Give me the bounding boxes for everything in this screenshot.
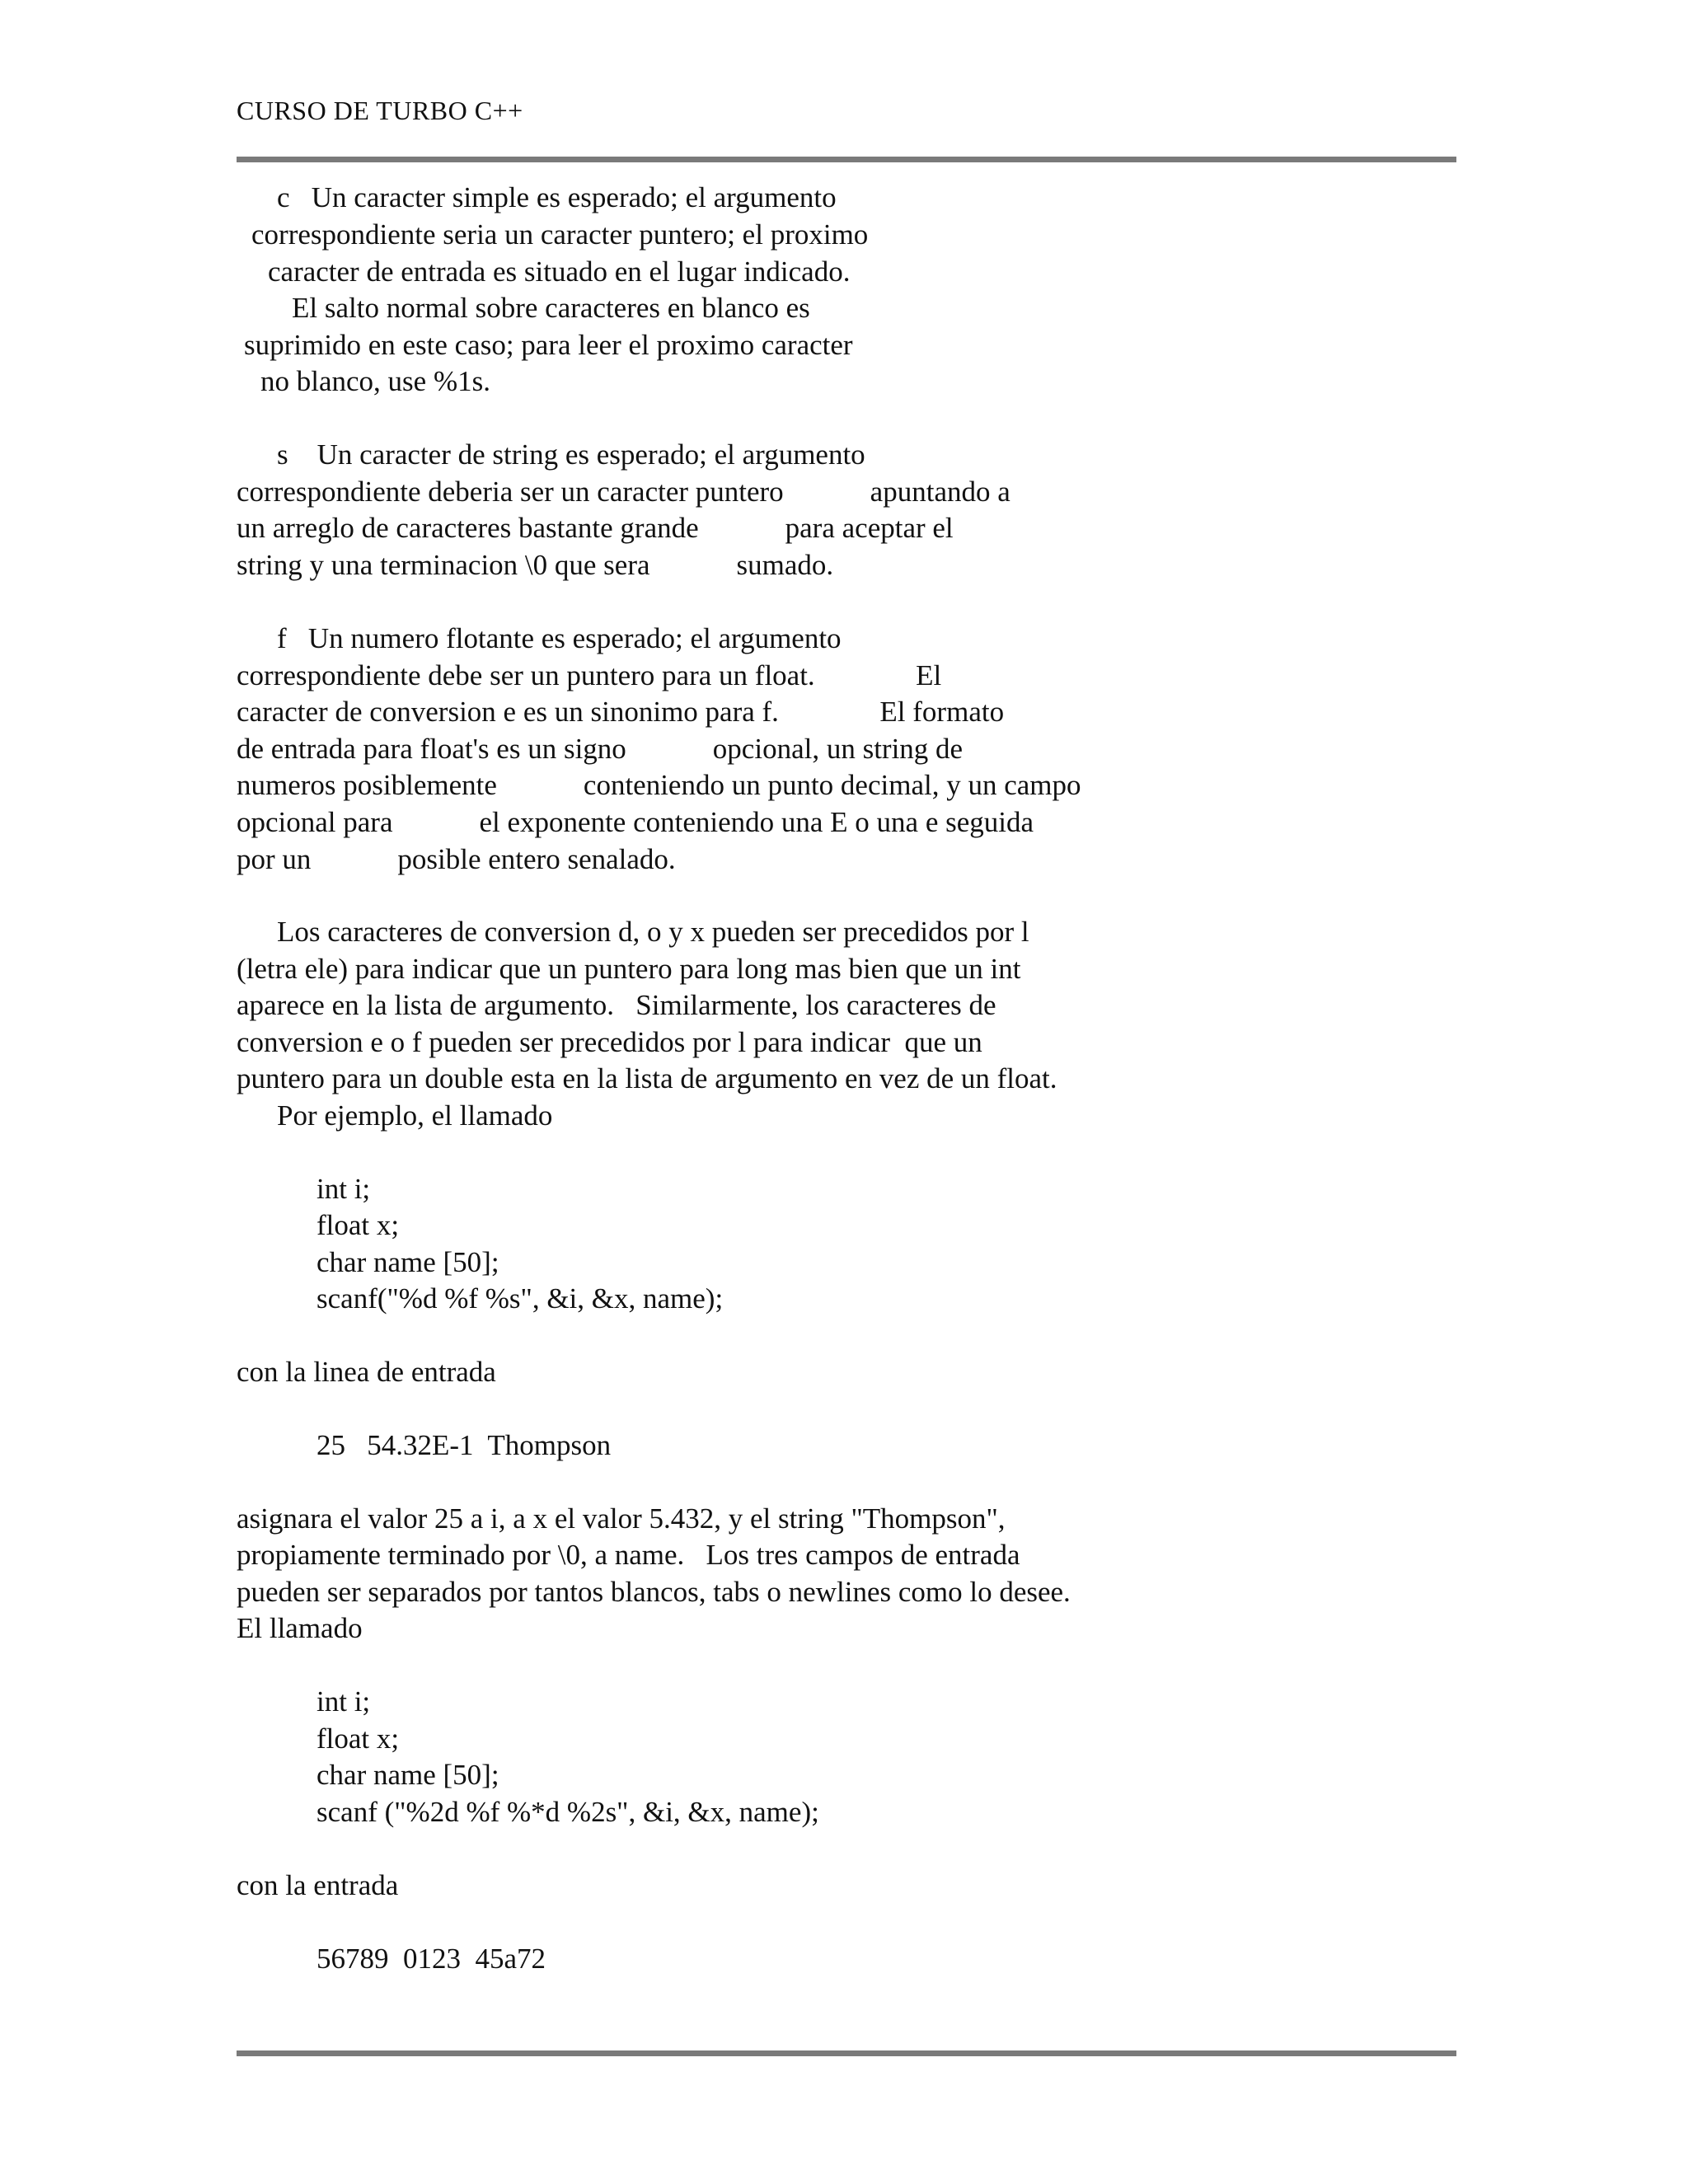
text-line: correspondiente seria un caracter puntero; el proximo xyxy=(251,218,869,251)
text-line: correspondiente deberia ser un caracter puntero apuntando a xyxy=(237,476,1010,508)
text-line: Los caracteres de conversion d, o y x pueden ser precedidos por l xyxy=(277,916,1029,948)
text-line: string y una terminacion \0 que sera sumado. xyxy=(237,549,834,581)
text-line: El salto normal sobre caracteres en blanco es xyxy=(292,292,810,324)
text-line: propiamente terminado por \0, a name. Los tres campos de entrada xyxy=(237,1539,1020,1571)
text-line: f Un numero flotante es esperado; el argumento xyxy=(277,622,842,654)
text-line: caracter de conversion e es un sinonimo para f. El formato xyxy=(237,696,1005,728)
text-line: pueden ser separados por tantos blancos, tabs o newlines como lo desee. xyxy=(237,1576,1071,1608)
footer-rule xyxy=(237,2050,1456,2056)
text-line: opcional para el exponente conteniendo una E o una e seguida xyxy=(237,806,1034,838)
header-rule xyxy=(237,157,1456,162)
text-line: aparece en la lista de argumento. Similarmente, los caracteres de xyxy=(237,989,996,1021)
text-line: puntero para un double esta en la lista de argumento en vez de un float. xyxy=(237,1062,1057,1094)
text-line: suprimido en este caso; para leer el proximo caracter xyxy=(244,329,853,361)
text-line: El llamado xyxy=(237,1612,363,1644)
text-line: correspondiente debe ser un puntero para un float. El xyxy=(237,659,942,691)
text-line: s Un caracter de string es esperado; el argumento xyxy=(277,438,865,471)
text-line: con la entrada xyxy=(237,1869,399,1901)
text-line: c Un caracter simple es esperado; el argumento xyxy=(277,181,837,213)
text-line: float x; xyxy=(316,1209,400,1241)
text-line: float x; xyxy=(316,1722,400,1755)
text-line: conversion e o f pueden ser precedidos por l para indicar que un xyxy=(237,1026,982,1058)
text-line: scanf ("%2d %f %*d %2s", &i, &x, name); xyxy=(316,1796,819,1828)
text-line: int i; xyxy=(316,1173,371,1205)
text-line: caracter de entrada es situado en el lugar indicado. xyxy=(268,255,851,288)
text-line: de entrada para float's es un signo opcional, un string de xyxy=(237,733,964,765)
text-line: por un posible entero senalado. xyxy=(237,843,676,875)
text-line: con la linea de entrada xyxy=(237,1356,496,1388)
text-line: 25 54.32E-1 Thompson xyxy=(316,1429,612,1461)
text-line: asignara el valor 25 a i, a x el valor 5.432, y el string "Thompson", xyxy=(237,1502,1006,1535)
text-line: 56789 0123 45a72 xyxy=(316,1943,546,1975)
page-header-title: CURSO DE TURBO C++ xyxy=(237,96,523,125)
text-line: no blanco, use %1s. xyxy=(260,365,490,397)
text-line: scanf("%d %f %s", &i, &x, name); xyxy=(316,1282,724,1315)
text-line: (letra ele) para indicar que un puntero para long mas bien que un int xyxy=(237,953,1021,985)
text-line: Por ejemplo, el llamado xyxy=(277,1099,553,1132)
text-line: un arreglo de caracteres bastante grande para aceptar el xyxy=(237,512,954,544)
text-line: numeros posiblemente conteniendo un punto decimal, y un campo xyxy=(237,769,1081,801)
text-line: char name [50]; xyxy=(316,1246,499,1278)
text-line: char name [50]; xyxy=(316,1759,499,1791)
text-line: int i; xyxy=(316,1685,371,1718)
